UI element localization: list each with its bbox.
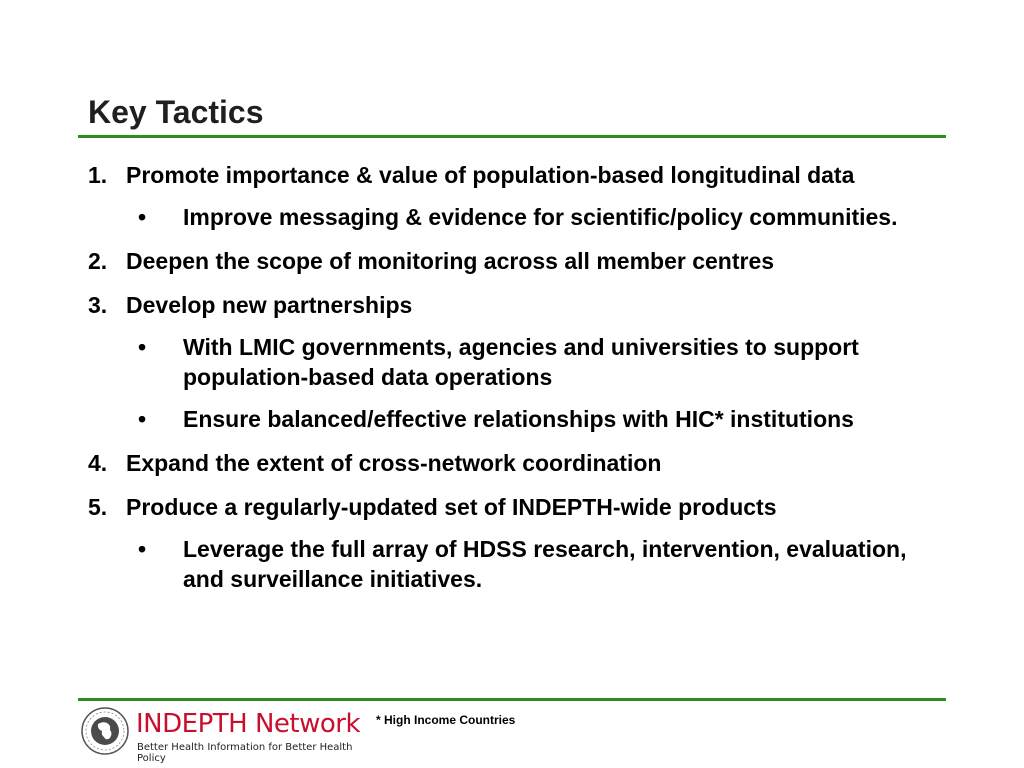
tactic-text: Develop new partnerships	[126, 292, 413, 318]
sub-bullet-list	[88, 534, 948, 594]
tactics-list	[88, 160, 948, 608]
bullet-icon: •	[138, 204, 147, 230]
tactic-item	[88, 492, 948, 594]
sub-bullet-list	[88, 332, 948, 434]
sub-bullet-text: Improve messaging & evidence for scientific/policy communities.	[183, 204, 898, 230]
footer-divider	[78, 698, 946, 701]
tactic-number: 3.	[88, 292, 108, 318]
footnote: * High Income Countries	[376, 713, 516, 727]
bullet-icon: •	[138, 536, 147, 562]
tactic-item	[88, 246, 948, 276]
sub-bullet-list	[88, 202, 948, 232]
sub-bullet	[88, 202, 948, 232]
bullet-icon: •	[138, 334, 147, 360]
logo-tagline: Better Health Information for Better Health Policy	[137, 742, 353, 764]
title-divider	[78, 135, 946, 138]
tactic-number: 5.	[88, 494, 108, 520]
tactic-text: Expand the extent of cross-network coordination	[126, 450, 662, 476]
tactic-text: Deepen the scope of monitoring across all member centres	[126, 248, 775, 274]
tactic-text: Produce a regularly-updated set of INDEPTH-wide products	[126, 494, 777, 520]
indepth-logo	[80, 706, 370, 762]
tactic-item	[88, 290, 948, 434]
tactic-number: 2.	[88, 248, 108, 274]
sub-bullet-text: Leverage the full array of HDSS research, intervention, evaluation, and surveillance initiatives.	[183, 536, 907, 592]
tactic-number: 1.	[88, 162, 108, 188]
tactic-text: Promote importance & value of population-based longitudinal data	[126, 162, 855, 188]
sub-bullet	[88, 332, 948, 392]
tactic-number: 4.	[88, 450, 108, 476]
slide-title: Key Tactics	[88, 94, 264, 130]
sub-bullet-text: With LMIC governments, agencies and universities to support population-based data operations	[183, 334, 859, 390]
sub-bullet	[88, 534, 948, 594]
tactic-item	[88, 448, 948, 478]
tactic-item	[88, 160, 948, 232]
sub-bullet	[88, 404, 948, 434]
indepth-seal-icon	[80, 706, 130, 756]
sub-bullet-text: Ensure balanced/effective relationships with HIC* institutions	[183, 406, 854, 432]
bullet-icon: •	[138, 406, 147, 432]
logo-name: INDEPTH Network	[136, 709, 360, 739]
